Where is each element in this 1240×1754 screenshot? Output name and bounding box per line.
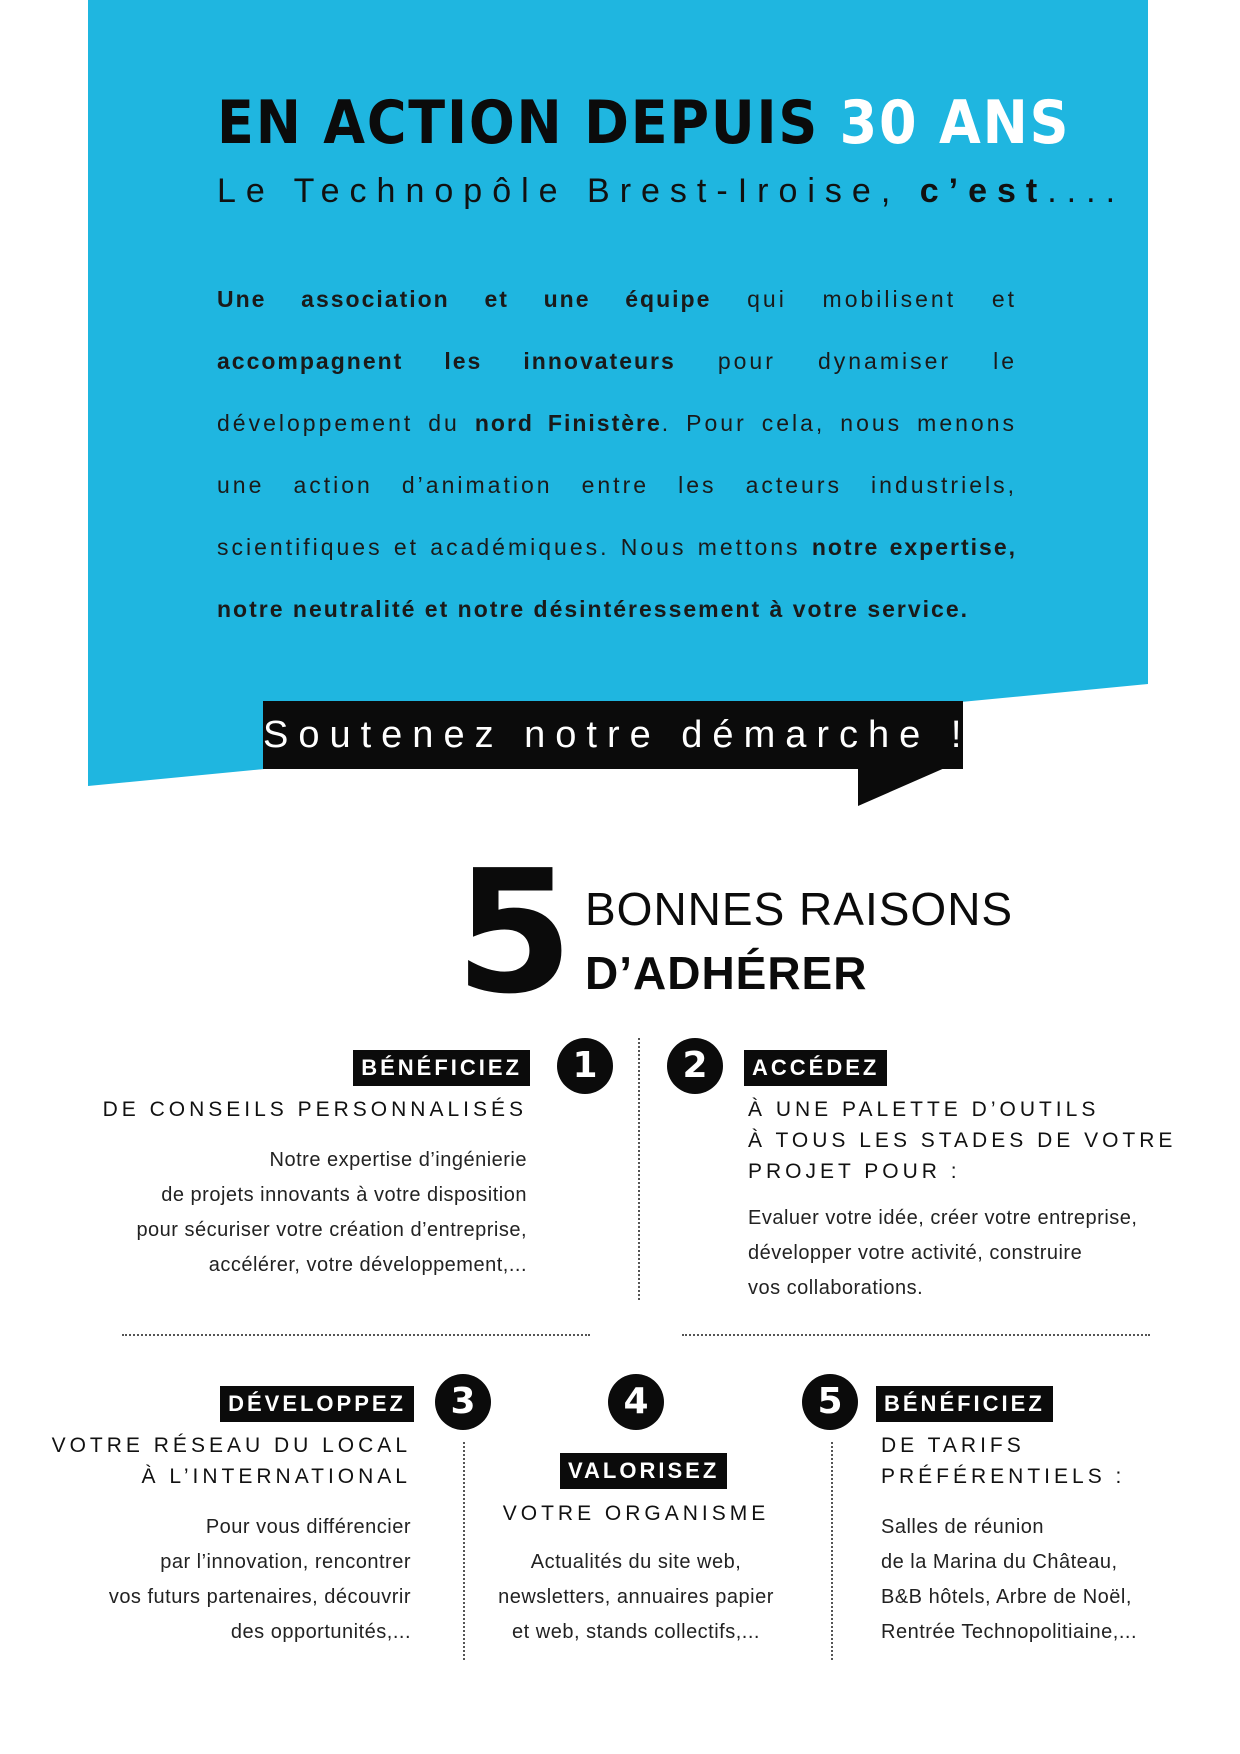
reason-2-heading-line: À UNE PALETTE D’OUTILS <box>748 1098 1100 1121</box>
reason-5-body-line: Rentrée Technopolitiaine,... <box>881 1621 1138 1643</box>
intro-paragraph <box>217 268 1017 640</box>
reason-2-tag: ACCÉDEZ <box>744 1050 887 1086</box>
reason-2-body-line: vos collaborations. <box>748 1277 924 1299</box>
reason-1-tag: BÉNÉFICIEZ <box>353 1050 530 1086</box>
reason-3-heading <box>52 1430 411 1492</box>
title-text: EN ACTION DEPUIS <box>217 88 840 158</box>
reason-4-number: 4 <box>608 1374 664 1430</box>
reason-3-body-line: vos futurs partenaires, découvrir <box>108 1586 411 1608</box>
reason-5-heading-line: DE TARIFS <box>881 1434 1025 1457</box>
reason-4-body-line: et web, stands collectifs,... <box>512 1621 760 1643</box>
reason-2-body <box>748 1201 1137 1306</box>
divider-vertical-3 <box>831 1442 833 1660</box>
reason-2-body-line: développer votre activité, construire <box>748 1242 1083 1264</box>
reason-1-number: 1 <box>557 1038 613 1094</box>
reason-5-body-line: B&B hôtels, Arbre de Noël, <box>881 1586 1132 1608</box>
reason-3-number: 3 <box>435 1374 491 1430</box>
reason-1-body-line: de projets innovants à votre disposition <box>161 1184 527 1206</box>
intro-text: qui mobilisent et <box>711 286 1017 312</box>
page-title <box>217 88 1070 158</box>
callout-text: Soutenez notre démarche ! <box>263 714 972 756</box>
reason-4-heading <box>436 1498 836 1529</box>
intro-emphasis: accompagnent les innovateurs <box>217 348 676 374</box>
reason-4-body-line: Actualités du site web, <box>530 1551 742 1573</box>
reason-3-heading-line: À L’INTERNATIONAL <box>141 1465 411 1488</box>
subtitle-bold: c’est <box>919 172 1048 210</box>
intro-emphasis: Une association et une équipe <box>217 286 712 312</box>
page-subtitle <box>217 172 1125 211</box>
reason-5-body <box>881 1510 1137 1650</box>
reason-3-heading-line: VOTRE RÉSEAU DU LOCAL <box>51 1434 411 1457</box>
intro-text: . Pour cela, nous menons une action d’animation entre les acteurs industriels, scientifiques et académiques. Nous mettons <box>217 410 1017 560</box>
reason-5-body-line: Salles de réunion <box>881 1516 1045 1538</box>
intro-text: pour dynamiser le développement du <box>217 348 1017 436</box>
reason-4-body-line: newsletters, annuaires papier <box>498 1586 774 1608</box>
reason-1-heading-line: DE CONSEILS PERSONNALISÉS <box>102 1098 527 1121</box>
title-highlight: 30 ANS <box>839 88 1071 158</box>
reason-1-body-line: pour sécuriser votre création d’entreprise, <box>136 1219 527 1241</box>
intro-emphasis: notre expertise, notre neutralité et notre désintéressement à votre service. <box>217 534 1017 622</box>
reason-3-body-line: des opportunités,... <box>230 1621 411 1643</box>
divider-horizontal-right <box>682 1334 1150 1336</box>
reason-5-tag: BÉNÉFICIEZ <box>876 1386 1053 1422</box>
reason-2-number: 2 <box>667 1038 723 1094</box>
reason-2-heading <box>748 1094 1176 1187</box>
reason-1-body-line: accélérer, votre développement,... <box>208 1254 527 1276</box>
reason-1-body-line: Notre expertise d’ingénierie <box>269 1149 527 1171</box>
reason-1-body <box>136 1143 527 1283</box>
reason-3-body-line: par l’innovation, rencontrer <box>160 1551 411 1573</box>
reason-4-heading-line: VOTRE ORGANISME <box>502 1502 770 1525</box>
reason-5-heading-line: PRÉFÉRENTIELS : <box>881 1465 1126 1488</box>
reason-1-heading <box>103 1094 527 1125</box>
reasons-heading-line1: BONNES RAISONS <box>585 883 1014 935</box>
reason-3-tag: DÉVELOPPEZ <box>220 1386 414 1422</box>
reason-2-body-line: Evaluer votre idée, créer votre entreprise, <box>748 1207 1138 1229</box>
reason-2-heading-line: À TOUS LES STADES DE VOTRE <box>748 1129 1177 1152</box>
reasons-heading-line2: D’ADHÉRER <box>585 947 868 999</box>
reason-5-heading <box>881 1430 1125 1492</box>
reason-5-body-line: de la Marina du Château, <box>881 1551 1118 1573</box>
divider-horizontal-left <box>122 1334 590 1336</box>
reason-3-body-line: Pour vous différencier <box>205 1516 411 1538</box>
divider-vertical-1 <box>638 1038 640 1300</box>
reasons-number: 5 <box>455 834 574 1032</box>
reason-4-body <box>436 1545 836 1650</box>
reason-4-tag: VALORISEZ <box>560 1453 727 1489</box>
reason-2-heading-line: PROJET POUR : <box>748 1160 961 1183</box>
subtitle-ellipsis: .... <box>1047 172 1126 210</box>
reason-5-number: 5 <box>802 1374 858 1430</box>
subtitle-text: Le Technopôle Brest-Iroise, <box>217 172 920 210</box>
intro-emphasis: nord Finistère <box>474 410 662 436</box>
reason-3-body <box>109 1510 411 1650</box>
